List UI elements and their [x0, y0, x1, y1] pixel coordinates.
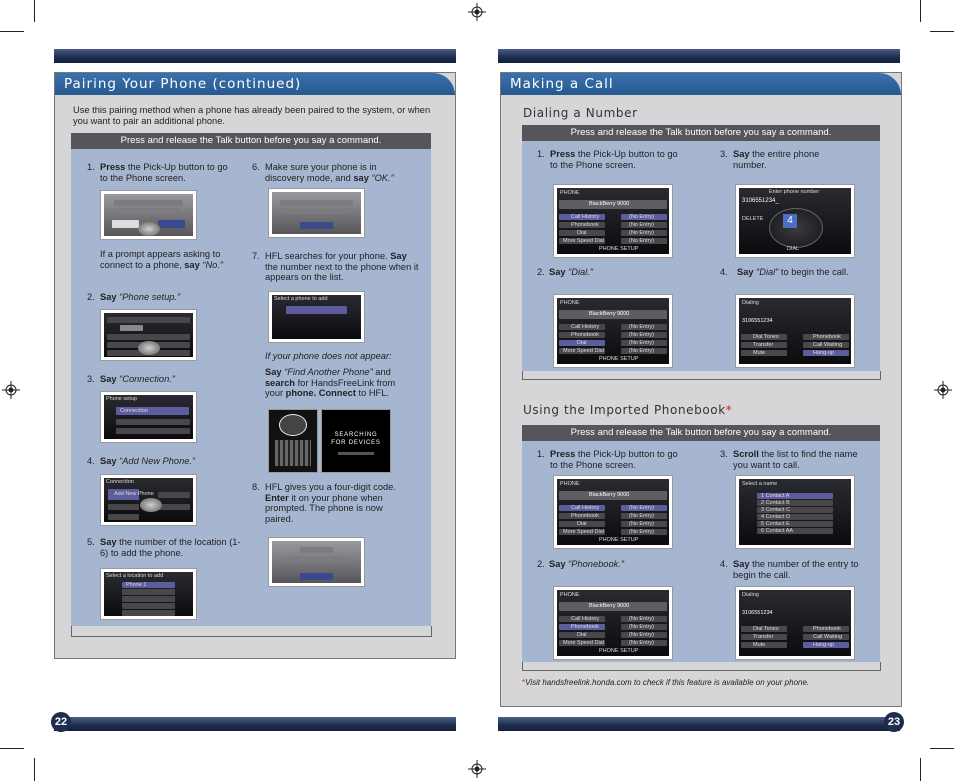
phonebook-step-1: Press the Pick-Up button to go to the Phone screen. — [550, 449, 678, 470]
step-number: 2. — [537, 559, 545, 569]
step-number: 3. — [720, 149, 728, 159]
panel-bracket — [522, 371, 881, 380]
step-7-text: HFL searches for your phone. Say the number next to the phone when it appears on the list. — [265, 251, 419, 283]
searching-label: SEARCHING — [334, 432, 378, 438]
footnote: *Visit handsfreelink.honda.com to check if this feature is available on your phone. — [522, 678, 810, 687]
screen-keypad: Enter phone number 3106551234_ DELETE 4 DIAL — [735, 184, 855, 258]
screen-phone: PHONE BlackBerry 9000 Call History Phonebook Dial More Speed Dial (No Entry) (No Entry) (No Entry) (No Entry) PHONE SETUP — [553, 475, 673, 549]
step-number: 1. — [537, 449, 545, 459]
step-4-text: Say “Add New Phone.” — [100, 456, 196, 466]
step-number: 6. — [252, 162, 260, 172]
phone-illustration — [268, 409, 318, 473]
screen-dialing: Dialing 3106551234 Dial Tones Phonebook Transfer Call Waiting Mute Hang-up — [735, 586, 855, 660]
screen-phone-phonebook: PHONE BlackBerry 9000 Call History Phonebook Dial More Speed Dial (No Entry) (No Entry) (No Entry) (No Entry) PHONE SETUP — [553, 586, 673, 660]
header-bar — [54, 49, 456, 63]
intro-text: Use this pairing method when a phone has already been paired to the system, or when you want to pair an additional phone. — [73, 105, 431, 126]
step-number: 1. — [87, 162, 95, 172]
step-number: 4. — [720, 559, 728, 569]
dial-step-1: Press the Pick-Up button to go to the Phone screen. — [550, 149, 678, 170]
step-number: 1. — [537, 149, 545, 159]
panel-bracket — [71, 626, 432, 637]
crop-mark — [0, 748, 24, 749]
subsection-dialing: Dialing a Number — [523, 106, 638, 120]
instruction-bar: Press and release the Talk button before you say a command. — [522, 425, 880, 441]
step-8-text: HFL gives you a four-digit code. Enter it on your phone when prompted. The phone is now paired. — [265, 482, 396, 524]
screen-phone: PHONE BlackBerry 9000 Call History Phonebook Dial More Speed Dial (No Entry) (No Entry) (No Entry) (No Entry) PHONE SETUP — [553, 184, 673, 258]
screen-connect-prompt — [100, 190, 197, 240]
phonebook-step-2: Say “Phonebook.” — [549, 559, 624, 569]
step-number: 4. — [720, 267, 728, 277]
crop-mark — [920, 758, 921, 781]
step-7-note: If your phone does not appear: — [265, 351, 392, 361]
screen-pair-code — [268, 537, 365, 587]
step-5-text: Say the number of the location (1-6) to add the phone. — [100, 537, 241, 558]
step-number: 5. — [87, 537, 95, 547]
searching-screen — [321, 409, 391, 473]
dial-step-4: Say “Dial” to begin the call. — [737, 267, 849, 277]
step-number: 3. — [720, 449, 728, 459]
step-2-text: Say “Phone setup.” — [100, 292, 181, 302]
crop-mark — [34, 758, 35, 781]
registration-mark-icon — [468, 3, 486, 21]
crop-mark — [34, 0, 35, 22]
step-number: 7. — [252, 251, 260, 261]
crop-mark — [0, 31, 24, 32]
footer-bar — [54, 717, 456, 731]
crop-mark — [930, 748, 954, 749]
screen-dialing: Dialing 3106551234 Dial Tones Phonebook Transfer Call Waiting Mute Hang-up — [735, 294, 855, 368]
step-7-instructions: Say “Find Another Phone” and search for HandsFreeLink from your phone. Connect to HFL. — [265, 367, 396, 399]
panel-bracket — [522, 662, 881, 671]
screen-select-location: Select a location to add Phone 1 — [100, 568, 197, 620]
page-number: 22 — [51, 712, 71, 732]
step-6-text: Make sure your phone is in discovery mode, and say “OK.” — [265, 162, 394, 183]
step-number: 2. — [537, 267, 545, 277]
screen-phone-dial: PHONE BlackBerry 9000 Call History Phonebook Dial More Speed Dial (No Entry) (No Entry) (No Entry) (No Entry) PHONE SETUP — [553, 294, 673, 368]
screen-select-name: Select a name 1 Contact A 2 Contact B 3 Contact C 4 Contact D 5 Contact E 6 Contact AA — [735, 475, 855, 549]
section-title: Pairing Your Phone (continued) — [55, 73, 455, 95]
step-number: 4. — [87, 456, 95, 466]
screen-discovery — [268, 188, 365, 238]
screen-phone-menu — [100, 309, 197, 361]
phonebook-step-3: Scroll the list to find the name you want to call. — [733, 449, 858, 470]
step-number: 8. — [252, 482, 260, 492]
header-bar — [498, 49, 900, 63]
registration-mark-icon — [2, 381, 20, 399]
dial-step-2: Say “Dial.” — [549, 267, 593, 277]
section-title: Making a Call — [501, 73, 901, 95]
step-1-note: If a prompt appears asking to connect to a phone, say “No.” — [100, 249, 224, 270]
screen-phone-setup: Phone setup Connection — [100, 391, 197, 443]
dial-step-3: Say the entire phone number. — [733, 149, 820, 170]
registration-mark-icon — [468, 760, 486, 778]
crop-mark — [920, 0, 921, 22]
page-number: 23 — [884, 712, 904, 732]
instruction-bar: Press and release the Talk button before you say a command. — [71, 133, 431, 149]
crop-mark — [930, 31, 954, 32]
screen-select-phone: Select a phone to add — [268, 291, 365, 343]
searching-label: FOR DEVICES — [331, 440, 381, 446]
phonebook-step-4: Say the number of the entry to begin the call. — [733, 559, 859, 580]
step-number: 3. — [87, 374, 95, 384]
subsection-phonebook: Using the Imported Phonebook* — [523, 403, 733, 417]
step-1-text: Press the Pick-Up button to go to the Phone screen. — [100, 162, 228, 183]
instruction-bar: Press and release the Talk button before you say a command. — [522, 125, 880, 141]
screen-connection: Connection Add New Phone — [100, 474, 197, 526]
step-number: 2. — [87, 292, 95, 302]
registration-mark-icon — [934, 381, 952, 399]
step-3-text: Say “Connection.” — [100, 374, 175, 384]
footer-bar — [498, 717, 900, 731]
